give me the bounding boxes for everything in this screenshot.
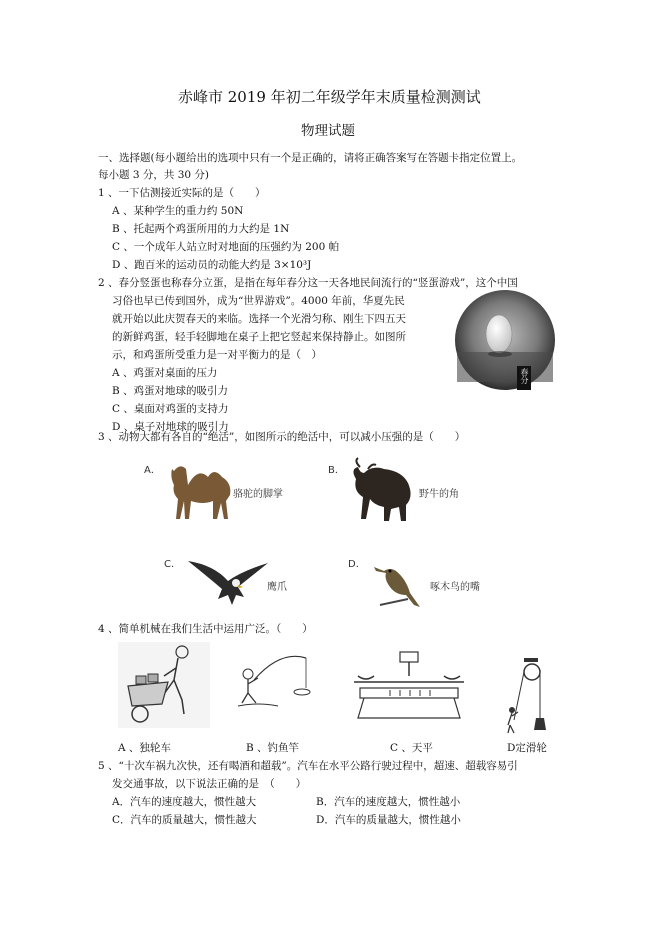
q2-line4: 的新鲜鸡蛋，轻手轻脚地在桌子上把它竖起来保持静止。如图所	[112, 331, 406, 343]
q3-item-a-caption: 骆驼的脚掌	[233, 489, 283, 500]
q3-item-d-caption: 啄木鸟的嘴	[430, 582, 480, 593]
q4-caption-d: D定滑轮	[507, 742, 547, 754]
q3-item-a-letter: A．	[144, 465, 161, 476]
wheelbarrow-image	[118, 642, 210, 728]
balance-scale-image	[350, 650, 468, 722]
q2-line2: 习俗也早已传到国外，成为“世界游戏”。4000 年前，华夏先民	[112, 295, 405, 307]
q5-option-b: B．汽车的速度越大，惯性越小	[316, 796, 461, 808]
q4-caption-b: B 、钓鱼竿	[246, 742, 300, 754]
woodpecker-image	[370, 555, 432, 613]
photo-caption: 春分	[520, 368, 529, 384]
standing-egg-photo	[453, 290, 557, 396]
q1-stem: 1 、一下估测接近实际的是（ ）	[98, 187, 266, 199]
q3-item-d-letter: D．	[348, 559, 366, 570]
q3-stem: 3 、动物大都有各自的“绝活”，如图所示的绝活中，可以减小压强的是（ ）	[98, 431, 466, 443]
q1-option-c: C 、一个成年人站立时对地面的压强约为 200 帕	[112, 241, 340, 253]
q1-option-b: B 、托起两个鸡蛋所用的力大约是 1N	[112, 223, 290, 235]
q4-caption-c: C 、天平	[390, 742, 433, 754]
q3-item-b-letter: B．	[328, 465, 345, 476]
q5-option-c: C．汽车的质量越大，惯性越大	[112, 814, 257, 826]
q3-item-c-caption: 鹰爪	[267, 582, 287, 593]
q2-option-a: A 、鸡蛋对桌面的压力	[112, 367, 218, 379]
exam-title: 赤峰市 2019 年初二年级学年末质量检测测试	[178, 88, 481, 106]
q2-option-b: B 、鸡蛋对地球的吸引力	[112, 385, 229, 397]
q4-caption-a: A 、独轮车	[118, 742, 171, 754]
q5-option-d: D．汽车的质量越大，惯性越小	[316, 814, 461, 826]
q2-line3: 就开始以此庆贺春天的来临。选择一个光滑匀称、刚生下四五天	[112, 313, 406, 325]
fixed-pulley-image	[502, 658, 554, 734]
q3-item-b-caption: 野牛的角	[419, 489, 459, 500]
q5-option-a: A．汽车的速度越大，惯性越大	[112, 796, 257, 808]
q3-item-c-letter: C．	[164, 559, 181, 570]
section-instruction-line1: 一、选择题(每小题给出的选项中只有一个是正确的，请将正确答案写在答题卡指定位置上。	[98, 152, 523, 164]
q1-option-d: D 、跑百米的运动员的动能大约是 3×10³J	[112, 259, 312, 271]
q2-line1: 2 、春分竖蛋也称春分立蛋，是指在每年春分这一天各地民间流行的“竖蛋游戏”，这个中国	[98, 277, 518, 289]
section-instruction-line2: 每小题 3 分，共 30 分)	[98, 169, 209, 181]
fishing-rod-image	[234, 650, 316, 710]
q5-line2: 发交通事故，以下说法正确的是 （ ）	[112, 778, 307, 790]
eagle-image	[186, 555, 270, 607]
q1-option-a: A 、某种学生的重力约 50N	[112, 205, 244, 217]
bison-image	[346, 457, 418, 523]
q2-line5: 示，和鸡蛋所受重力是一对平衡力的是（ ）	[112, 349, 322, 361]
q4-stem: 4 、简单机械在我们生活中运用广泛。（ ）	[98, 623, 313, 635]
q2-option-d: D 、桌子对地球的吸引力	[112, 421, 229, 433]
exam-subtitle: 物理试题	[301, 123, 355, 139]
q5-line1: 5 、“十次车祸九次快，还有喝酒和超载”。汽车在水平公路行驶过程中，超速、超载容易引	[98, 760, 518, 772]
q2-option-c: C 、桌面对鸡蛋的支持力	[112, 403, 229, 415]
